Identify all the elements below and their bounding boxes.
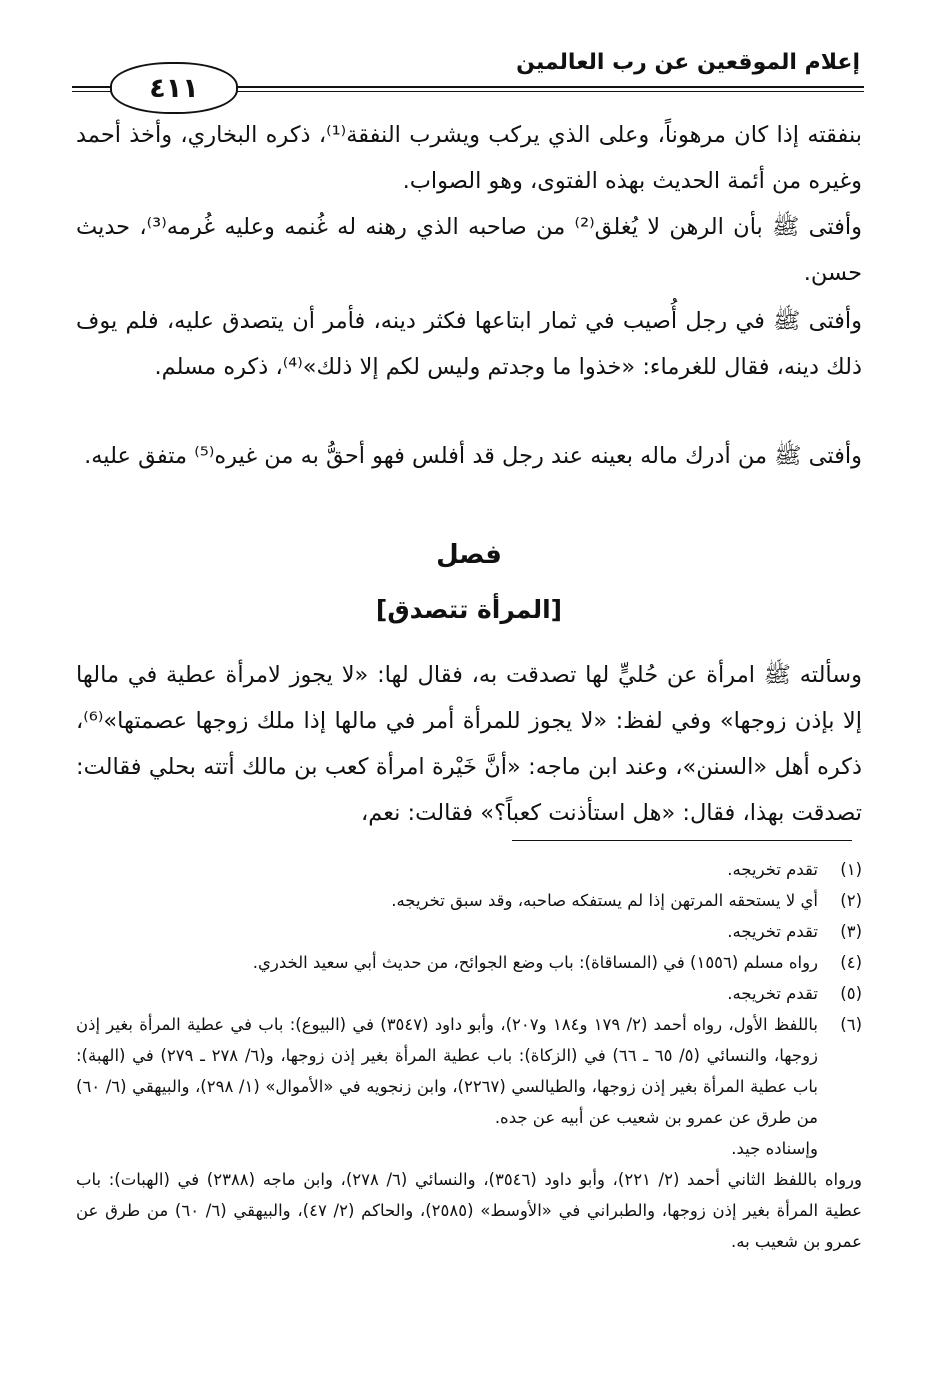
footnote <box>76 916 862 947</box>
paragraph-2: وأفتى ﷺ بأن الرهن لا يُغلق⁽²⁾ من صاحبه الذي رهنه له غُنمه وعليه غُرمه⁽³⁾، حديث حسن. <box>76 214 863 286</box>
footnote-number: (٥) <box>840 984 862 1003</box>
footnote-continuation: ورواه باللفظ الثاني أحمد (٢/ ٢٢١)، وأبو داود (٣٥٤٦)، والنسائي (٦/ ٢٧٨)، وابن ماجه (٢٣٨٨) في (الهبات): باب عطية المرأة بغير إذن زوجها، والطبراني في «الأوسط» (٢٥٨٥)، والحاكم (٢/ ٤٧)، والبيهقي (٦/ ٦٠) من طرق عن عمرو بن شعيب به. <box>76 1170 862 1251</box>
page-header <box>72 44 864 104</box>
footnote-number: (٦) <box>840 1015 862 1034</box>
footnote-text: تقدم تخريجه. <box>727 860 818 879</box>
page-number: ٤١١ <box>149 72 199 104</box>
footnote-text: تقدم تخريجه. <box>727 922 818 941</box>
section-heading: فصل <box>436 540 502 570</box>
section-subtitle: [المرأة تتصدق] <box>375 595 563 624</box>
page-number-frame <box>110 62 238 114</box>
running-title: إعلام الموقعين عن رب العالمين <box>516 50 860 75</box>
paragraph-4: وأفتى ﷺ من أدرك ماله بعينه عند رجل قد أفلس فهو أحقُّ به من غيره⁽⁵⁾ متفق عليه. <box>84 443 862 469</box>
footnote <box>76 1009 862 1133</box>
paragraph-1: بنفقته إذا كان مرهوناً، وعلى الذي يركب ويشرب النفقة⁽¹⁾، ذكره البخاري، وأخذ أحمد وغيره من أئمة الحديث بهذه الفتوى، وهو الصواب. <box>76 122 862 194</box>
footnote-text: باللفظ الأول، رواه أحمد (٢/ ١٧٩ و١٨٤ و٢٠٧)، وأبو داود (٣٥٤٧) في (البيوع): باب في عطية المرأة بغير إذن زوجها، والنسائي (٥/ ٦٥ ـ ٦٦) في (الزكاة): باب عطية المرأة بغير إذن زوجها، و(٦/ ٢٧٨ ـ ٢٧٩) في (الهبة): باب عطية المرأة بغير إذن زوجها، والطيالسي (٢٢٦٧)، وابن زنجويه في «الأموال» (١/ ٢٩٨)، والبيهقي (٦/ ٦٠) من طرق عن عمرو بن شعيب عن أبيه عن جده. <box>76 1015 819 1127</box>
footnote-separator <box>512 840 852 841</box>
footnote-text: تقدم تخريجه. <box>727 984 818 1003</box>
footnote-number: (٤) <box>840 953 862 972</box>
footnote-text: أي لا يستحقه المرتهن إذا لم يستفكه صاحبه، وقد سبق تخريجه. <box>391 891 818 910</box>
footnote <box>76 854 862 885</box>
footnote-number: (٣) <box>840 922 862 941</box>
footnote <box>76 885 862 916</box>
footnote <box>76 947 862 978</box>
footnote-number: (١) <box>840 860 862 879</box>
footnote-continuation: وإسناده جيد. <box>731 1139 818 1158</box>
footnotes <box>76 854 862 1257</box>
footnote <box>76 978 862 1009</box>
paragraph-5: وسألته ﷺ امرأة عن حُليٍّ لها تصدقت به، فقال لها: «لا يجوز لامرأة عطية في مالها إلا بإذن زوجها» وفي لفظ: «لا يجوز للمرأة أمر في مالها إذا ملك زوجها عصمتها»⁽⁶⁾، ذكره أهل «السنن»، وعند ابن ماجه: «أنَّ خَيْرة امرأة كعب بن مالك أتته بحلي فقالت: تصدقت بهذا، فقال: «هل استأذنت كعباً؟» فقالت: نعم، <box>76 662 862 826</box>
footnote-number: (٢) <box>840 891 862 910</box>
footnote-text: رواه مسلم (١٥٥٦) في (المساقاة): باب وضع الجوائح، من حديث أبي سعيد الخدري. <box>252 953 818 972</box>
paragraph-3: وأفتى ﷺ في رجل أُصيب في ثمار ابتاعها فكثر دينه، فأمر أن يتصدق عليه، فلم يوف ذلك دينه، فقال للغرماء: «خذوا ما وجدتم وليس لكم إلا ذلك»⁽⁴⁾، ذكره مسلم. <box>76 308 862 380</box>
